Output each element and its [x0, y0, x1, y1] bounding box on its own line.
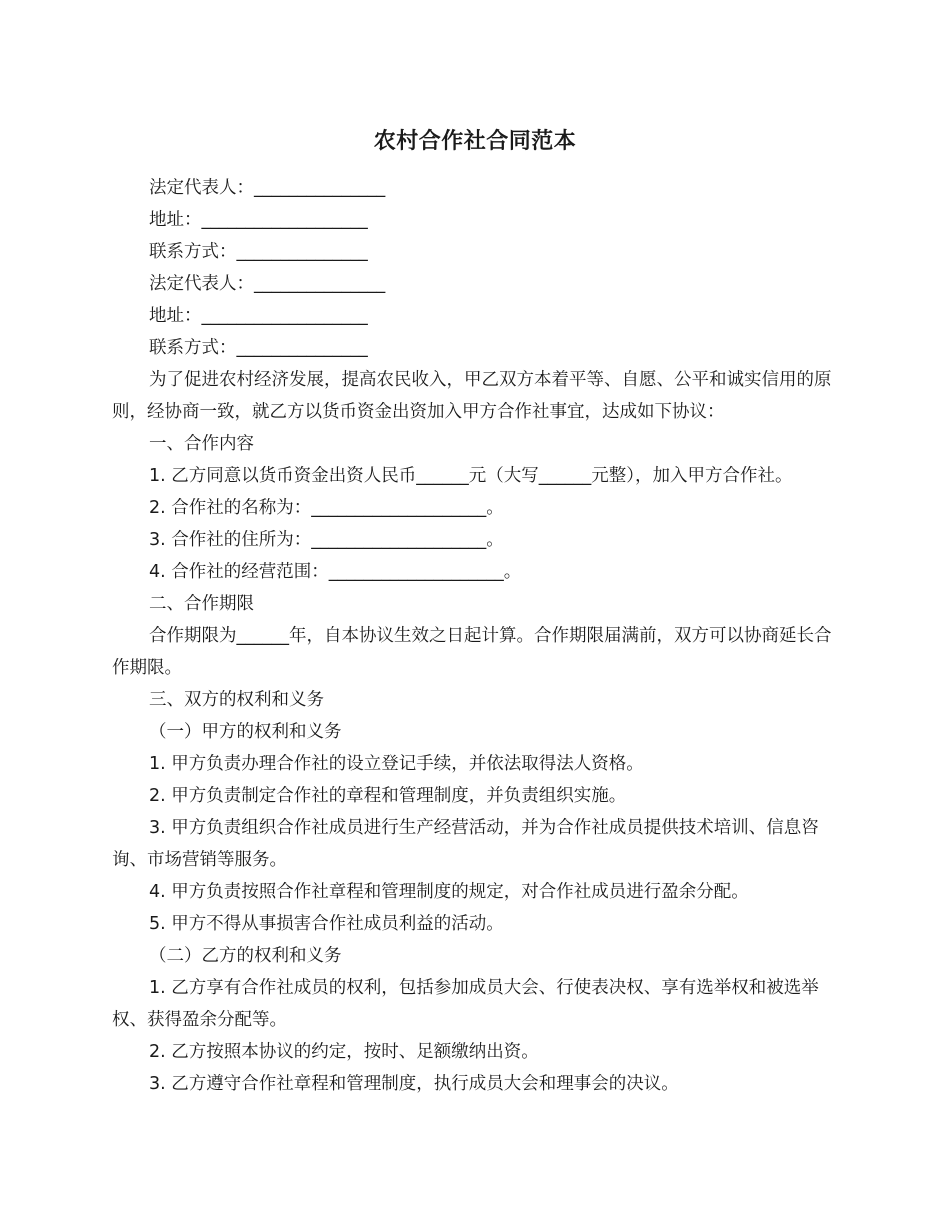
section-heading-cooperation-content: 一、合作内容	[149, 434, 254, 454]
clause-b-2: 2. 乙方按照本协议的约定，按时、足额缴纳出资。	[149, 1042, 539, 1062]
party-a-contact: 联系方式：_______________	[149, 242, 368, 262]
document-body	[112, 172, 842, 1100]
clause-1-1: 1. 乙方同意以货币资金出资人民币______元（大写______元整），加入甲方合作社。	[149, 466, 793, 486]
clause-a-3: 3. 甲方负责组织合作社成员进行生产经营活动，并为合作社成员提供技术培训、信息咨询、市场营销等服务。	[112, 818, 819, 870]
subsection-heading-party-a: （一）甲方的权利和义务	[149, 722, 342, 742]
section-heading-rights-obligations: 三、双方的权利和义务	[149, 690, 324, 710]
clause-b-3: 3. 乙方遵守合作社章程和管理制度，执行成员大会和理事会的决议。	[149, 1074, 679, 1094]
subsection-heading-party-b: （二）乙方的权利和义务	[149, 946, 342, 966]
clause-1-2: 2. 合作社的名称为：____________________。	[149, 498, 504, 518]
clause-a-4: 4. 甲方负责按照合作社章程和管理制度的规定，对合作社成员进行盈余分配。	[149, 882, 749, 902]
section-heading-cooperation-term: 二、合作期限	[149, 594, 254, 614]
clause-1-3: 3. 合作社的住所为：____________________。	[149, 530, 504, 550]
clause-a-2: 2. 甲方负责制定合作社的章程和管理制度，并负责组织实施。	[149, 786, 627, 806]
party-b-address: 地址：___________________	[149, 306, 368, 326]
clause-a-1: 1. 甲方负责办理合作社的设立登记手续，并依法取得法人资格。	[149, 754, 644, 774]
clause-term: 合作期限为______年，自本协议生效之日起计算。合作期限届满前，双方可以协商延长合作期限。	[112, 626, 832, 678]
party-b-representative: 法定代表人：_______________	[149, 274, 386, 294]
document-title: 农村合作社合同范本	[373, 129, 577, 154]
clause-a-5: 5. 甲方不得从事损害合作社成员利益的活动。	[149, 914, 504, 934]
clause-1-4: 4. 合作社的经营范围：____________________。	[149, 562, 522, 582]
party-b-contact: 联系方式：_______________	[149, 338, 368, 358]
preamble-paragraph: 为了促进农村经济发展，提高农民收入，甲乙双方本着平等、自愿、公平和诚实信用的原则，经协商一致，就乙方以货币资金出资加入甲方合作社事宜，达成如下协议：	[112, 370, 832, 422]
party-a-address: 地址：___________________	[149, 210, 368, 230]
clause-b-1: 1. 乙方享有合作社成员的权利，包括参加成员大会、行使表决权、享有选举权和被选举权、获得盈余分配等。	[112, 978, 819, 1030]
party-a-representative: 法定代表人：_______________	[149, 178, 386, 198]
